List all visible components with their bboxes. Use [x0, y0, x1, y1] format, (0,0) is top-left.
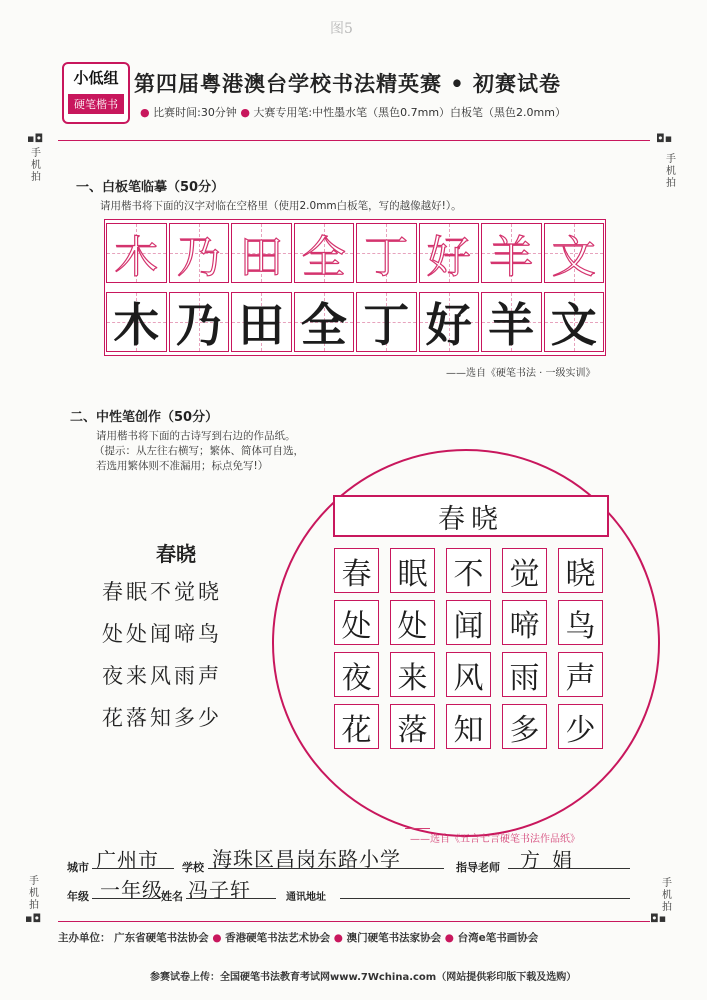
- upload-line: 参赛试卷上传：全国硬笔书法教育考试网www.7Wchina.com（网站提供彩印版下载及选购）: [150, 972, 577, 983]
- bullet-icon: ●: [140, 106, 150, 119]
- write-cell[interactable]: [419, 292, 480, 352]
- written-char: 田: [238, 298, 285, 352]
- side-label-top-left: 手机拍: [31, 148, 41, 183]
- write-cell[interactable]: [294, 292, 355, 352]
- side-label-bottom-left: 手机拍: [29, 876, 39, 911]
- work-char: 不: [453, 556, 484, 592]
- written-char: 文: [550, 298, 597, 352]
- work-char: 声: [565, 660, 596, 696]
- work-source-rule: [405, 828, 430, 829]
- school-underline: [208, 868, 444, 869]
- section2-instruction-1: 请用楷书将下面的古诗写到右边的作品纸。: [96, 430, 296, 442]
- trace-char: 乃: [176, 232, 221, 283]
- work-char: 晓: [565, 556, 596, 592]
- work-source: ——选自《五言七言硬笔书法作品纸》: [410, 834, 580, 845]
- work-cell[interactable]: [446, 704, 491, 749]
- badge-style-label: 硬笔楷书: [68, 94, 124, 114]
- organizer-4: 台湾e笔书画协会: [457, 932, 539, 944]
- trace-cell[interactable]: [231, 223, 292, 283]
- work-title-box: [333, 495, 609, 537]
- write-cell[interactable]: [481, 292, 542, 352]
- trace-cell[interactable]: [544, 223, 605, 283]
- work-cell[interactable]: [390, 548, 435, 593]
- trace-char: 田: [239, 232, 284, 283]
- address-label: 通讯地址: [286, 892, 326, 903]
- footer-divider: [58, 921, 650, 922]
- camera-icon: ▪◘: [27, 132, 44, 145]
- trace-char: 文: [551, 232, 596, 283]
- teacher-underline: [508, 868, 630, 869]
- work-char: 啼: [509, 608, 540, 644]
- write-cell[interactable]: [169, 292, 230, 352]
- work-cell[interactable]: [446, 548, 491, 593]
- work-cell[interactable]: [558, 548, 603, 593]
- bullet-icon: ●: [240, 106, 250, 119]
- work-char: 知: [453, 712, 484, 748]
- bullet-icon: ●: [333, 932, 347, 944]
- city-value[interactable]: 广州市: [96, 848, 159, 872]
- work-char: 夜: [341, 660, 372, 696]
- work-cell[interactable]: [446, 600, 491, 645]
- written-char: 全: [300, 298, 347, 352]
- written-char: 乃: [175, 298, 222, 352]
- work-cell[interactable]: [558, 704, 603, 749]
- teacher-label: 指导老师: [456, 861, 500, 874]
- work-char: 春: [341, 556, 372, 592]
- poem-title: 春晓: [156, 542, 196, 566]
- organizer-2: 香港硬笔书法艺术协会: [225, 932, 331, 944]
- work-cell[interactable]: [502, 704, 547, 749]
- organizers-label: 主办单位：: [58, 932, 111, 944]
- written-char: 丁: [363, 298, 410, 352]
- name-value[interactable]: 冯子轩: [188, 878, 251, 902]
- exam-pens: 大赛专用笔:中性墨水笔（黑色0.7mm）白板笔（黑色2.0mm）: [253, 106, 566, 119]
- camera-icon: ◘▪: [650, 912, 667, 925]
- written-char: 好: [425, 298, 472, 352]
- trace-char: 全: [301, 232, 346, 283]
- trace-cell[interactable]: [481, 223, 542, 283]
- address-underline[interactable]: [340, 898, 630, 899]
- bullet-icon: ●: [212, 932, 226, 944]
- trace-cell[interactable]: [169, 223, 230, 283]
- teacher-value[interactable]: 方娟: [520, 848, 584, 872]
- write-cell[interactable]: [231, 292, 292, 352]
- exam-time: 比赛时间:30分钟: [153, 106, 237, 119]
- section1-instruction: 请用楷书将下面的汉字对临在空格里（使用2.0mm白板笔，写的越像越好!）。: [100, 200, 462, 212]
- name-label: 姓名: [161, 890, 183, 903]
- trace-char: 丁: [364, 232, 409, 283]
- work-cell[interactable]: [334, 704, 379, 749]
- work-cell[interactable]: [502, 600, 547, 645]
- work-cell[interactable]: [558, 652, 603, 697]
- trace-cell[interactable]: [356, 223, 417, 283]
- work-cell[interactable]: [502, 548, 547, 593]
- bullet-icon: ●: [444, 932, 458, 944]
- grade-label: 年级: [67, 890, 89, 903]
- page-title: 第四届粤港澳台学校书法精英赛 • 初赛试卷: [134, 71, 562, 96]
- write-cell[interactable]: [106, 292, 167, 352]
- work-cell[interactable]: [390, 652, 435, 697]
- written-char: 木: [113, 298, 160, 352]
- work-char: 花: [341, 712, 372, 748]
- work-char: 觉: [509, 556, 540, 592]
- trace-cell[interactable]: [419, 223, 480, 283]
- group-badge: [62, 62, 130, 124]
- camera-icon: ◘▪: [656, 132, 673, 145]
- work-char: 处: [397, 608, 428, 644]
- grade-value[interactable]: 一年级: [100, 878, 163, 902]
- work-title: 春晓: [438, 503, 504, 535]
- section1-source: ——选自《硬笔书法 · 一级实训》: [446, 368, 596, 379]
- organizer-3: 澳门硬笔书法家协会: [346, 932, 442, 944]
- section1-heading: 一、白板笔临摹（50分）: [76, 180, 225, 195]
- work-char: 落: [397, 712, 428, 748]
- exam-subtitle: [140, 104, 566, 120]
- city-underline: [92, 868, 174, 869]
- trace-cell[interactable]: [106, 223, 167, 283]
- work-char: 闻: [453, 608, 484, 644]
- work-cell[interactable]: [558, 600, 603, 645]
- work-char: 少: [565, 712, 596, 748]
- work-char: 来: [397, 660, 428, 696]
- header-divider: [58, 140, 650, 141]
- section2-instruction-2: （提示：从左往右横写；繁体、简体可自选，: [94, 445, 304, 457]
- section2-heading: 二、中性笔创作（50分）: [70, 410, 219, 425]
- work-cell[interactable]: [334, 548, 379, 593]
- work-char: 多: [509, 712, 540, 748]
- poem-line: 夜来风雨声: [102, 664, 222, 688]
- grade-underline: [92, 898, 160, 899]
- poem-line: 处处闻啼鸟: [102, 622, 222, 646]
- work-cell[interactable]: [390, 704, 435, 749]
- written-char: 羊: [488, 298, 535, 352]
- school-label: 学校: [182, 861, 204, 874]
- work-char: 鸟: [565, 608, 596, 644]
- trace-char: 羊: [489, 232, 534, 283]
- school-value[interactable]: 海珠区昌岗东路小学: [212, 847, 401, 871]
- work-char: 雨: [509, 660, 540, 696]
- city-label: 城市: [67, 861, 89, 874]
- work-char: 风: [453, 660, 484, 696]
- badge-group-label: 小低组: [73, 69, 119, 87]
- work-cell[interactable]: [334, 652, 379, 697]
- write-cell[interactable]: [356, 292, 417, 352]
- work-char: 处: [341, 608, 372, 644]
- camera-icon: ▪◘: [25, 912, 42, 925]
- work-char: 眠: [397, 556, 428, 592]
- work-cell[interactable]: [334, 600, 379, 645]
- trace-char: 木: [114, 232, 159, 283]
- copy-grid: [104, 219, 606, 356]
- name-underline: [186, 898, 276, 899]
- trace-cell[interactable]: [294, 223, 355, 283]
- work-cell[interactable]: [446, 652, 491, 697]
- poem-line: 春眠不觉晓: [102, 580, 222, 604]
- section2-instruction-3: 若选用繁体则不准漏用；标点免写!）: [96, 460, 269, 472]
- side-label-top-right: 手机拍: [666, 154, 676, 189]
- poem-line: 花落知多少: [102, 706, 222, 730]
- organizer-1: 广东省硬笔书法协会: [114, 932, 209, 944]
- trace-char: 好: [426, 232, 471, 283]
- side-label-bottom-right: 手机拍: [662, 878, 672, 913]
- write-cell[interactable]: [544, 292, 605, 352]
- work-cell[interactable]: [502, 652, 547, 697]
- top-pencil-mark: 图5: [330, 21, 353, 37]
- work-cell[interactable]: [390, 600, 435, 645]
- organizers: [58, 930, 538, 945]
